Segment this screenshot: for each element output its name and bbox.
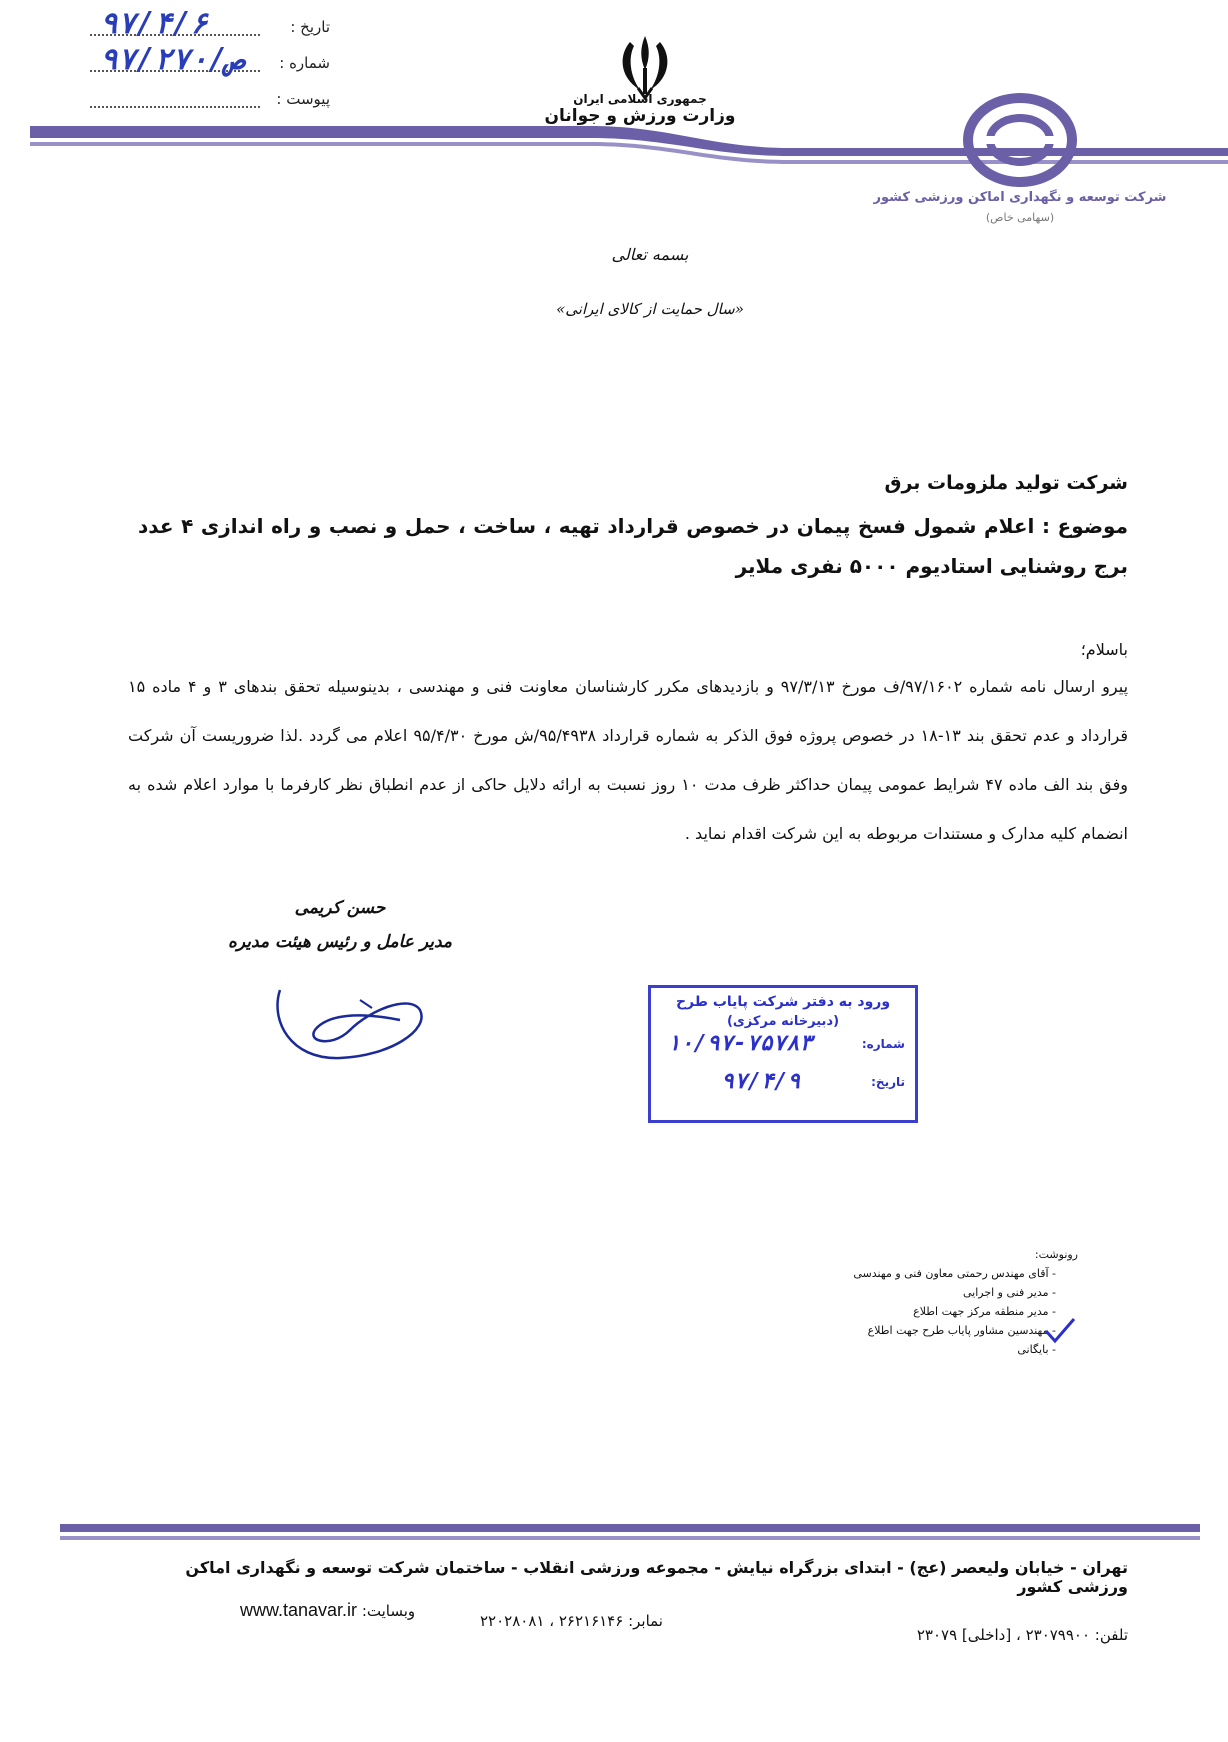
signer-title: مدیر عامل و رئیس هیئت مدیره bbox=[228, 932, 452, 952]
footer-phone: تلفن: ۲۳۰۷۹۹۰۰ ، [داخلی] ۲۳۰۷۹ bbox=[916, 1626, 1128, 1644]
cc-item: - بایگانی bbox=[1017, 1343, 1056, 1356]
ministry-line1: جمهوری اسلامی ایران bbox=[573, 92, 707, 106]
website-label: وبسایت: bbox=[361, 1602, 416, 1620]
received-stamp bbox=[648, 985, 918, 1123]
footer-address: تهران - خیابان ولیعصر (عج) - ابتدای بزرگراه نیایش - مجموعه ورزشی انقلاب - ساختمان شرکت توسعه و نگهداری اماکن ورزشی کشور bbox=[185, 1558, 1128, 1596]
cc-item: - آقای مهندس رحمتی معاون فنی و مهندسی bbox=[853, 1267, 1056, 1280]
date-value: ۹۷/۴/۶ bbox=[100, 6, 209, 41]
stamp-subtitle: (دبیرخانه مرکزی) bbox=[726, 1014, 840, 1029]
number-row bbox=[70, 42, 330, 84]
footer-fax: نمابر: ۲۶۲۱۶۱۴۶ ، ۲۲۰۲۸۰۸۱ bbox=[480, 1612, 663, 1630]
invocation: بسمه تعالی bbox=[611, 245, 689, 264]
salutation: باسلام؛ bbox=[1080, 640, 1128, 659]
recipient: شرکت تولید ملزومات برق bbox=[884, 472, 1128, 494]
signature-icon bbox=[260, 980, 450, 1070]
attachment-label: پیوست : bbox=[276, 90, 330, 108]
subject: موضوع : اعلام شمول فسخ پیمان در خصوص قرارداد تهیه ، ساخت ، حمل و نصب و راه اندازی ۴ عدد برج روشنایی استادیوم ۵۰۰۰ نفری ملایر bbox=[138, 514, 1128, 578]
year-slogan: «سال حمایت از کالای ایرانی» bbox=[556, 300, 744, 318]
letter-body: پیرو ارسال نامه شماره ۹۷/۱۶۰۲/ف مورخ ۹۷/۳/۱۳ و بازدیدهای مکرر کارشناسان معاونت فنی و مهندسی ، بدینوسیله تحقق بندهای ۳ و ۴ ماده ۱۵ قرارداد و عدم تحقق بند ۱۳-۱۸ در خصوص پروژه فوق الذکر به شماره قرارداد ۹۵/۴۹۳۸/ش مورخ ۹۵/۴/۳۰ اعلام می گردد .لذا ضروریست آن شرکت وفق بند الف ماده ۴۷ شرایط عمومی پیمان حداکثر ظرف مدت ۱۰ روز نسبت به ارائه دلایل حاکی از عدم انطباق نظر کارفرما با موارد اعلام شده به انضمام کلیه مدارک و مستندات مربوطه به این شرکت اقدام نماید . bbox=[128, 677, 1129, 843]
date-label: تاریخ : bbox=[290, 18, 330, 36]
company-type: (سهامی خاص) bbox=[985, 211, 1055, 224]
ministry-line2: وزارت ورزش و جوانان bbox=[544, 106, 736, 126]
stamp-date-row bbox=[661, 1069, 905, 1105]
stamp-title: ورود به دفتر شرکت پایاب طرح bbox=[675, 994, 891, 1010]
cc-item: - مهندسین مشاور پایاب طرح جهت اطلاع bbox=[867, 1324, 1056, 1337]
cc-heading: رونوشت: bbox=[1034, 1248, 1078, 1261]
checkmark-icon bbox=[1042, 1315, 1078, 1345]
letter-metadata bbox=[70, 6, 330, 120]
number-value: ۹۷/ص/۲۷۰ bbox=[100, 42, 245, 77]
company-logo-icon bbox=[960, 90, 1080, 190]
website-link[interactable]: www.tanavar.ir bbox=[240, 1600, 358, 1620]
company-name: شرکت توسعه و نگهداری اماکن ورزشی کشور bbox=[873, 190, 1167, 205]
footer-website bbox=[240, 1600, 415, 1621]
stamp-date-value: ۹۷/۴/۹ bbox=[721, 1069, 801, 1094]
company-name-block bbox=[870, 190, 1170, 224]
signer-name: حسن کریمی bbox=[294, 898, 386, 918]
number-label: شماره : bbox=[279, 54, 330, 72]
footer-band bbox=[60, 1520, 1200, 1546]
stamp-number-value: ۱۰/۹۷-۷۵۷۸۳ bbox=[667, 1031, 813, 1056]
cc-list bbox=[778, 1248, 1078, 1356]
cc-item: - مدیر فنی و اجرایی bbox=[962, 1286, 1056, 1299]
stamp-date-label: تاریخ: bbox=[871, 1075, 905, 1089]
signer-block bbox=[190, 898, 490, 952]
cc-item: - مدیر منطقه مرکز جهت اطلاع bbox=[913, 1305, 1056, 1318]
stamp-number-label: شماره: bbox=[861, 1037, 905, 1051]
stamp-number-row bbox=[661, 1031, 905, 1067]
